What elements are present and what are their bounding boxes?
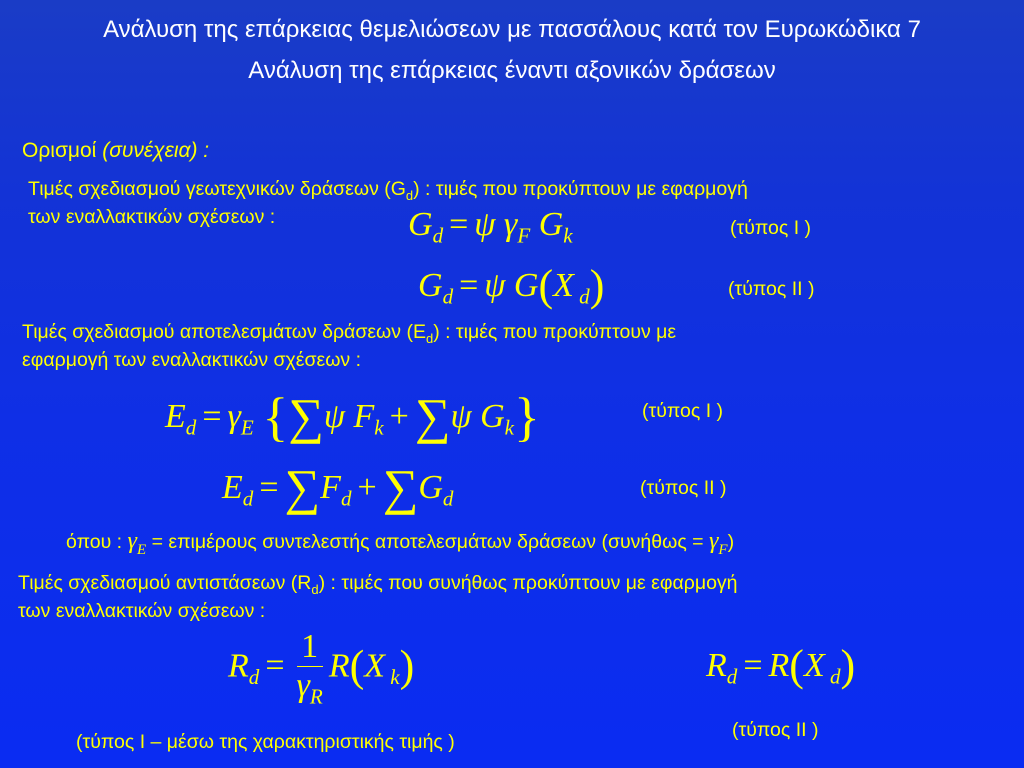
- equation-gd-type1: $G_d = \psi$ $\gamma_F$ $G_k$: [408, 206, 573, 248]
- definitions-heading: [22, 139, 209, 163]
- effects-text-line-1: Τιμές σχεδιασμού αποτελεσμάτων δράσεων $(E_d)$ : τιμές που προκύπτουν με: [22, 321, 677, 346]
- geotechnical-text-line-1: Τιμές σχεδιασμού γεωτεχνικών δράσεων $(G_d)$ : τιμές που προκύπτουν με εφαρμογή: [28, 178, 748, 203]
- resistances-text-line-1: Τιμές σχεδιασμού αντιστάσεων $(R_d)$ : τιμές που συνήθως προκύπτουν με εφαρμογή: [18, 572, 738, 597]
- effects-type2-label: (τύπος ΙΙ ): [640, 477, 727, 499]
- resistances-text-line-2: των εναλλακτικών σχέσεων :: [18, 600, 266, 622]
- slide-title-line-2: Ανάλυση της επάρκειας έναντι αξονικών δράσεων: [248, 57, 776, 84]
- equation-ed-type2: $E_d = \sum F_d + \sum G_d$: [222, 459, 454, 515]
- effects-text-line-2: εφαρμογή των εναλλακτικών σχέσεων :: [22, 349, 362, 371]
- effects-type1-label: (τύπος Ι ): [642, 400, 724, 422]
- geotechnical-type2-label: (τύπος ΙΙ ): [728, 278, 815, 300]
- slide-title-line-1: Ανάλυση της επάρκειας θεμελιώσεων με πασσάλους κατά τον Ευρωκώδικα 7: [103, 16, 921, 43]
- geotechnical-type1-label: (τύπος Ι ): [730, 217, 812, 239]
- equation-rd-type1: $R_d$ = $\frac{1}{\gamma_R}$ R(X $_k$): [228, 628, 415, 709]
- definitions-continuation: (συνέχεια) :: [102, 139, 210, 162]
- equation-rd-type2: $R_d = R(X$ $_d$): [706, 641, 856, 690]
- geotechnical-text-line-2: των εναλλακτικών σχέσεων :: [28, 206, 276, 228]
- resistances-type1-label: (τύπος Ι – μέσω της χαρακτηριστικής τιμής ): [76, 731, 455, 753]
- gamma-e-definition: όπου : $\gamma_E = \varepsilon\pi\iota\mu έ\rho o\upsilon\varsigma$ συντελεστής αποτελεσμάτων δράσεων $(\sigma\upsilon\nu ή\theta\omega\varsigma = \gamma_F)$: [66, 528, 735, 558]
- resistances-type2-label: (τύπος ΙΙ ): [732, 719, 819, 741]
- definitions-label: Ορισμοί: [22, 139, 97, 162]
- equation-gd-type2: $G_d = \psi$ G(X $_d$): [418, 261, 605, 310]
- equation-ed-type1: $E_d = \gamma_E$ {∑ψ $F_k + \sum\psi$ $G_k$}: [165, 387, 540, 447]
